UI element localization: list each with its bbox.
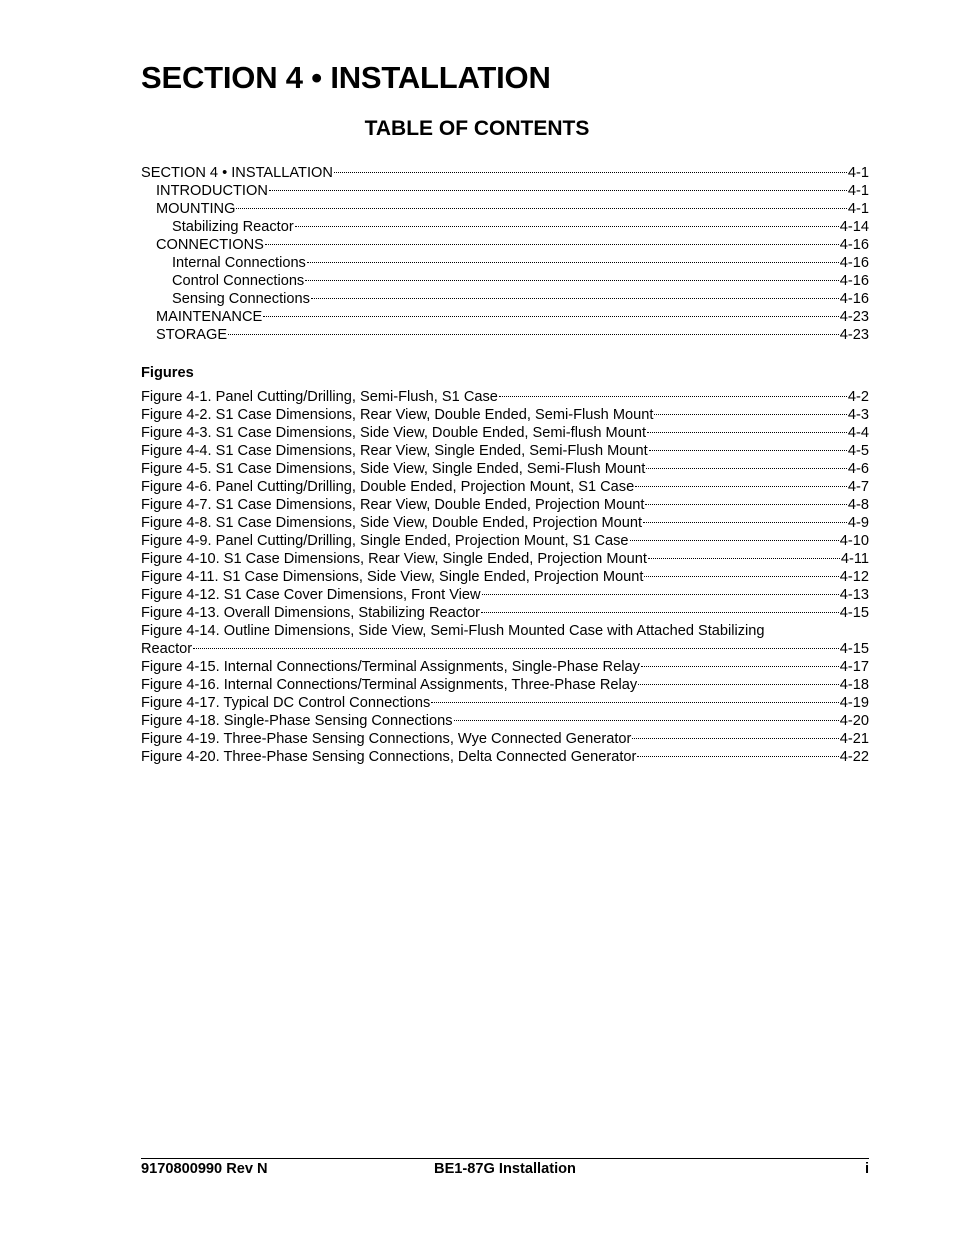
entry-page-number: 4-14 (839, 219, 869, 235)
entry-title: Internal Connections (172, 255, 306, 271)
entry-title: Figure 4-8. S1 Case Dimensions, Side View, Double Ended, Projection Mount (141, 515, 643, 531)
dot-leader (311, 298, 839, 299)
entry-title: Figure 4-13. Overall Dimensions, Stabilizing Reactor (141, 605, 481, 621)
entry-title: INTRODUCTION (156, 183, 268, 199)
dot-leader (228, 334, 839, 335)
toc-entry[interactable] (141, 236, 869, 254)
dot-leader (641, 666, 839, 667)
figure-entry[interactable] (141, 586, 869, 604)
figure-entry[interactable] (141, 388, 869, 406)
toc-entry[interactable] (141, 164, 869, 182)
entry-title: Figure 4-19. Three-Phase Sensing Connections, Wye Connected Generator (141, 731, 632, 747)
entry-title: Reactor (141, 641, 193, 657)
entry-title: MAINTENANCE (156, 309, 263, 325)
entry-title: Sensing Connections (172, 291, 310, 307)
figure-entry[interactable] (141, 640, 869, 658)
entry-page-number: 4-3 (847, 407, 869, 423)
figure-entry[interactable] (141, 568, 869, 586)
entry-page-number: 4-6 (847, 461, 869, 477)
entry-page-number: 4-19 (839, 695, 869, 711)
dot-leader (305, 280, 839, 281)
page-number: i (864, 1161, 869, 1177)
entry-page-number: 4-16 (839, 255, 869, 271)
dot-leader (647, 432, 847, 433)
entry-page-number: 4-15 (839, 641, 869, 657)
figure-entry-line[interactable]: Figure 4-14. Outline Dimensions, Side View, Semi-Flush Mounted Case with Attached Stabilizing (141, 623, 765, 639)
dot-leader (295, 226, 839, 227)
entry-page-number: 4-16 (839, 273, 869, 289)
entry-title: Figure 4-5. S1 Case Dimensions, Side View, Single Ended, Semi-Flush Mount (141, 461, 646, 477)
dot-leader (630, 540, 839, 541)
toc-entry[interactable] (141, 200, 869, 218)
dot-leader (648, 558, 840, 559)
entry-page-number: 4-8 (847, 497, 869, 513)
entry-title: Control Connections (172, 273, 305, 289)
dot-leader (263, 316, 839, 317)
figures-list (141, 388, 869, 766)
entry-page-number: 4-1 (847, 201, 869, 217)
entry-title: STORAGE (156, 327, 228, 343)
entry-page-number: 4-22 (839, 749, 869, 765)
entry-page-number: 4-7 (847, 479, 869, 495)
figures-heading: Figures (141, 365, 194, 381)
section-title: SECTION 4 • INSTALLATION (141, 60, 551, 95)
page-footer (141, 1160, 869, 1178)
entry-title: Figure 4-2. S1 Case Dimensions, Rear View, Double Ended, Semi-Flush Mount (141, 407, 654, 423)
dot-leader (499, 396, 847, 397)
dot-leader (644, 576, 838, 577)
entry-page-number: 4-4 (847, 425, 869, 441)
dot-leader (482, 594, 839, 595)
entry-page-number: 4-5 (847, 443, 869, 459)
entry-page-number: 4-9 (847, 515, 869, 531)
dot-leader (646, 468, 847, 469)
figure-entry[interactable] (141, 460, 869, 478)
figure-entry[interactable] (141, 658, 869, 676)
entry-title: Figure 4-12. S1 Case Cover Dimensions, Front View (141, 587, 481, 603)
entry-title: Figure 4-16. Internal Connections/Terminal Assignments, Three-Phase Relay (141, 677, 638, 693)
figure-entry[interactable] (141, 712, 869, 730)
figure-entry[interactable] (141, 478, 869, 496)
document-name: BE1-87G Installation (434, 1161, 576, 1177)
entry-page-number: 4-1 (847, 165, 869, 181)
entry-page-number: 4-18 (839, 677, 869, 693)
entry-title: Figure 4-18. Single-Phase Sensing Connections (141, 713, 453, 729)
entry-page-number: 4-12 (839, 569, 869, 585)
toc-entry[interactable] (141, 254, 869, 272)
entry-title: Figure 4-6. Panel Cutting/Drilling, Double Ended, Projection Mount, S1 Case (141, 479, 635, 495)
entry-title: SECTION 4 • INSTALLATION (141, 165, 333, 181)
dot-leader (645, 504, 846, 505)
figure-entry[interactable] (141, 676, 869, 694)
dot-leader (307, 262, 839, 263)
entry-title: Figure 4-1. Panel Cutting/Drilling, Semi-Flush, S1 Case (141, 389, 498, 405)
toc-entry[interactable] (141, 272, 869, 290)
figure-entry[interactable] (141, 514, 869, 532)
entry-page-number: 4-10 (839, 533, 869, 549)
entry-page-number: 4-11 (840, 551, 869, 567)
dot-leader (269, 190, 847, 191)
dot-leader (481, 612, 839, 613)
document-number: 9170800990 Rev N (141, 1161, 268, 1177)
toc-entry[interactable] (141, 326, 869, 344)
dot-leader (638, 684, 839, 685)
entry-page-number: 4-16 (839, 291, 869, 307)
dot-leader (193, 648, 839, 649)
entry-title: Figure 4-11. S1 Case Dimensions, Side View, Single Ended, Projection Mount (141, 569, 644, 585)
figure-entry[interactable] (141, 406, 869, 424)
dot-leader (334, 172, 847, 173)
toc-entry[interactable] (141, 182, 869, 200)
figure-entry[interactable] (141, 604, 869, 622)
figure-entry[interactable] (141, 550, 869, 568)
entry-title: Figure 4-10. S1 Case Dimensions, Rear View, Single Ended, Projection Mount (141, 551, 647, 567)
toc-title: TABLE OF CONTENTS (364, 117, 590, 140)
table-of-contents (141, 164, 869, 344)
entry-page-number: 4-23 (839, 309, 869, 325)
figure-entry[interactable] (141, 748, 869, 766)
dot-leader (649, 450, 847, 451)
entry-page-number: 4-20 (839, 713, 869, 729)
figure-entry[interactable] (141, 424, 869, 442)
dot-leader (654, 414, 847, 415)
toc-entry[interactable] (141, 218, 869, 236)
figure-entry[interactable] (141, 730, 869, 748)
dot-leader (643, 522, 847, 523)
entry-page-number: 4-23 (839, 327, 869, 343)
footer-divider (141, 1158, 869, 1159)
entry-title: Stabilizing Reactor (172, 219, 294, 235)
dot-leader (454, 720, 839, 721)
toc-entry[interactable] (141, 308, 869, 326)
figure-entry[interactable] (141, 694, 869, 712)
entry-title: Figure 4-20. Three-Phase Sensing Connections, Delta Connected Generator (141, 749, 637, 765)
entry-title: Figure 4-9. Panel Cutting/Drilling, Single Ended, Projection Mount, S1 Case (141, 533, 629, 549)
entry-page-number: 4-17 (839, 659, 869, 675)
figure-entry[interactable] (141, 442, 869, 460)
entry-page-number: 4-2 (847, 389, 869, 405)
dot-leader (637, 756, 838, 757)
entry-title: Figure 4-7. S1 Case Dimensions, Rear View, Double Ended, Projection Mount (141, 497, 645, 513)
entry-page-number: 4-16 (839, 237, 869, 253)
entry-title: Figure 4-3. S1 Case Dimensions, Side View, Double Ended, Semi-flush Mount (141, 425, 647, 441)
entry-title: MOUNTING (156, 201, 236, 217)
entry-title: CONNECTIONS (156, 237, 264, 253)
entry-title: Figure 4-15. Internal Connections/Terminal Assignments, Single-Phase Relay (141, 659, 640, 675)
dot-leader (635, 486, 847, 487)
entry-page-number: 4-13 (839, 587, 869, 603)
figure-entry[interactable] (141, 496, 869, 514)
entry-page-number: 4-1 (847, 183, 869, 199)
figure-entry[interactable] (141, 532, 869, 550)
dot-leader (431, 702, 838, 703)
dot-leader (632, 738, 838, 739)
entry-title: Figure 4-4. S1 Case Dimensions, Rear View, Single Ended, Semi-Flush Mount (141, 443, 648, 459)
entry-title: Figure 4-17. Typical DC Control Connections (141, 695, 431, 711)
entry-page-number: 4-21 (839, 731, 869, 747)
dot-leader (265, 244, 839, 245)
dot-leader (236, 208, 846, 209)
toc-entry[interactable] (141, 290, 869, 308)
entry-page-number: 4-15 (839, 605, 869, 621)
